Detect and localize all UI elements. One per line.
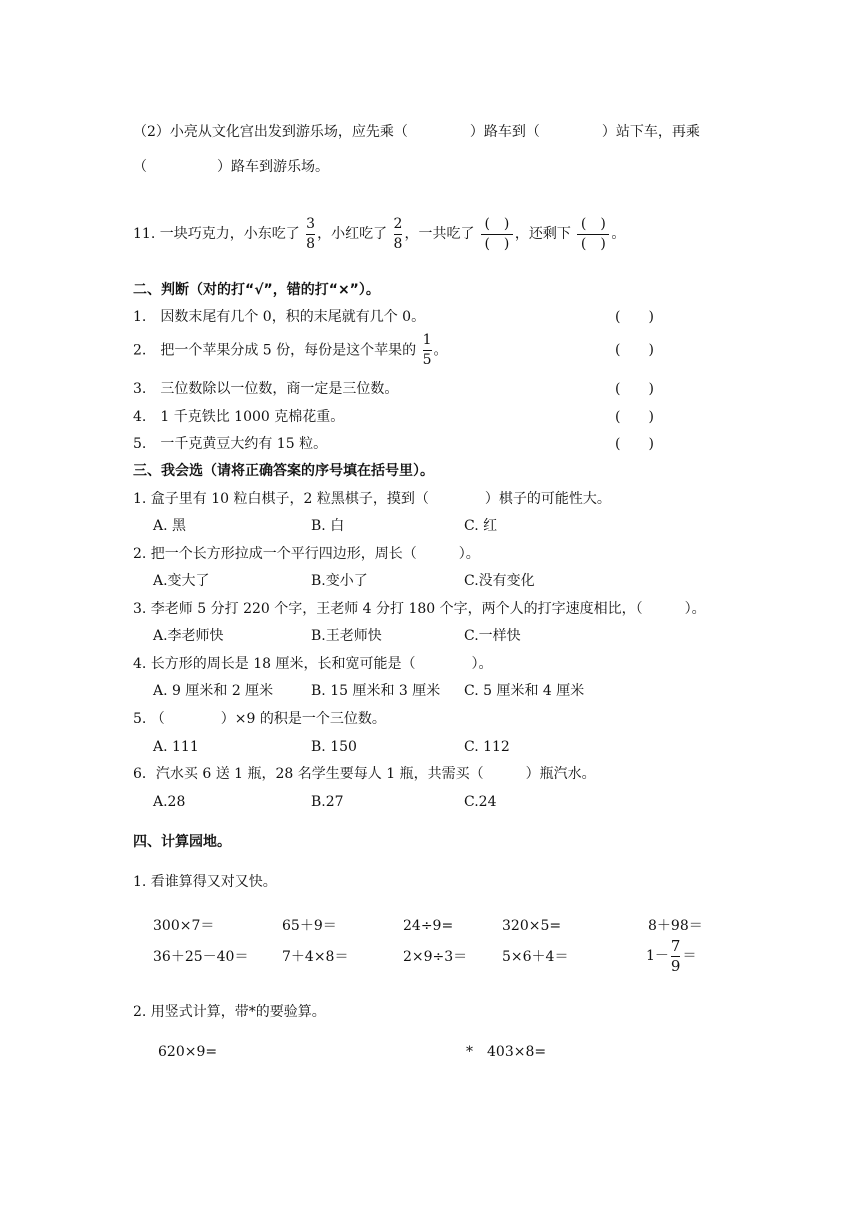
q10-text-a: （2）小亮从文化宫出发到游乐场，应先乘（ xyxy=(133,124,408,140)
numerator: 1 xyxy=(422,332,432,348)
choice-q5-opt-b: B. 150 xyxy=(311,739,357,755)
judge-item-4: 4. 1 千克铁比 1000 克棉花重。 xyxy=(133,409,345,425)
numerator: 2 xyxy=(393,215,403,232)
fraction-bar xyxy=(306,234,315,235)
calc-r2-c1: 36＋25－40＝ xyxy=(153,949,249,965)
judge-bracket-1: ( ) xyxy=(615,309,654,325)
choice-q5-opt-c: C. 112 xyxy=(464,739,510,755)
q11-prefix: 11. 一块巧克力，小东吃了 xyxy=(133,226,300,242)
q10-part2-line1 xyxy=(133,123,700,141)
q11-end: 。 xyxy=(611,226,626,242)
choice-q1: 1. 盒子里有 10 粒白棋子，2 粒黑棋子，摸到（ ）棋子的可能性大。 xyxy=(133,491,611,507)
choice-q2: 2. 把一个长方形拉成一个平行四边形，周长（ ）。 xyxy=(133,546,480,562)
denominator-blank: ( ) xyxy=(484,235,510,252)
judge-item-1: 1. 因数末尾有几个 0，积的末尾就有几个 0。 xyxy=(133,309,426,325)
calc-r1-c4: 320×5= xyxy=(502,918,562,934)
equals-sign: ＝ xyxy=(682,948,697,964)
numerator-blank: ( ) xyxy=(580,215,606,232)
choice-q1-opt-a: A. 黑 xyxy=(153,518,187,534)
choice-q4-opt-c: C. 5 厘米和 4 厘米 xyxy=(464,683,585,699)
judge-item-5: 5. 一千克黄豆大约有 15 粒。 xyxy=(133,436,328,452)
denominator: 8 xyxy=(306,235,316,252)
calc-r1-c5: 8＋98＝ xyxy=(648,918,703,934)
calc-r2-c3: 2×9÷3＝ xyxy=(403,949,468,965)
section-2-title: 二、判断（对的打“√”，错的打“×”）。 xyxy=(133,282,380,298)
choice-q2-opt-b: B.变小了 xyxy=(311,573,368,589)
fraction-1-5 xyxy=(423,332,432,369)
denominator: 9 xyxy=(670,956,681,975)
q10-part2-line2 xyxy=(133,158,329,176)
choice-q3-opt-a: A.李老师快 xyxy=(153,628,224,644)
denominator: 8 xyxy=(393,235,403,252)
calc-r2-c4: 5×6＋4＝ xyxy=(502,949,569,965)
q11-mid3: ，还剩下 xyxy=(514,226,571,242)
fraction-2-8 xyxy=(394,216,403,253)
judge-item-2-end: 。 xyxy=(433,342,448,359)
denominator-blank: ( ) xyxy=(580,235,606,252)
fraction-bar xyxy=(423,350,432,351)
fraction-bar xyxy=(577,234,609,235)
judge-bracket-5: ( ) xyxy=(615,436,654,452)
numerator: 7 xyxy=(670,936,681,955)
fraction-3-8 xyxy=(306,216,315,253)
question-11 xyxy=(133,214,625,254)
judge-item-2-text: 2. 把一个苹果分成 5 份，每份是这个苹果的 xyxy=(133,342,417,359)
calc-r2-c5 xyxy=(646,936,696,976)
q11-mid2: ，一共吃了 xyxy=(404,226,475,242)
choice-q6-opt-a: A.28 xyxy=(153,794,186,810)
calc-subtitle-2: 2. 用竖式计算，带*的要验算。 xyxy=(133,1004,326,1020)
judge-bracket-3: ( ) xyxy=(615,381,654,397)
calc-r1-c1: 300×7＝ xyxy=(153,918,215,934)
choice-q6-opt-b: B.27 xyxy=(311,794,344,810)
choice-q4-opt-a: A. 9 厘米和 2 厘米 xyxy=(153,683,274,699)
calc-subtitle-1: 1. 看谁算得又对又快。 xyxy=(133,874,277,890)
choice-q3-opt-b: B.王老师快 xyxy=(311,628,382,644)
choice-q3: 3. 李老师 5 分打 220 个字，王老师 4 分打 180 个字，两个人的打字速度相比，（ ）。 xyxy=(133,601,706,617)
choice-q3-opt-c: C.一样快 xyxy=(464,628,521,644)
calc-r2-c2: 7＋4×8＝ xyxy=(282,949,349,965)
vertical-calc-1: 620×9= xyxy=(158,1044,218,1060)
calc-r1-c3: 24÷9= xyxy=(403,918,454,934)
judge-item-3: 3. 三位数除以一位数，商一定是三位数。 xyxy=(133,381,399,397)
q10-text-d: （ xyxy=(133,159,147,175)
q10-text-b: ）路车到（ xyxy=(469,124,540,140)
numerator: 3 xyxy=(306,215,316,232)
choice-q2-opt-a: A.变大了 xyxy=(153,573,210,589)
q10-text-c: ）站下车，再乘 xyxy=(601,124,700,140)
fraction-bar xyxy=(394,234,403,235)
choice-q4-opt-b: B. 15 厘米和 3 厘米 xyxy=(311,683,441,699)
minus-expr: 1－ xyxy=(646,948,669,964)
q10-text-e: ）路车到游乐场。 xyxy=(217,159,329,175)
choice-q4: 4. 长方形的周长是 18 厘米，长和宽可能是（ ）。 xyxy=(133,656,493,672)
section-4-title: 四、计算园地。 xyxy=(133,834,231,850)
choice-q5: 5. （ ）×9 的积是一个三位数。 xyxy=(133,711,386,727)
vertical-calc-2: * 403×8= xyxy=(466,1044,547,1060)
choice-q1-opt-b: B. 白 xyxy=(311,518,345,534)
denominator: 5 xyxy=(422,352,432,368)
numerator-blank: ( ) xyxy=(484,215,510,232)
q11-mid1: ，小红吃了 xyxy=(317,226,388,242)
choice-q5-opt-a: A. 111 xyxy=(153,739,199,755)
calc-r1-c2: 65＋9＝ xyxy=(282,918,337,934)
judge-bracket-4: ( ) xyxy=(615,409,654,425)
fraction-bar xyxy=(481,234,513,235)
fraction-7-9 xyxy=(671,938,681,975)
judge-bracket-2: ( ) xyxy=(615,342,654,358)
choice-q2-opt-c: C.没有变化 xyxy=(464,573,535,589)
section-3-title: 三、我会选（请将正确答案的序号填在括号里）。 xyxy=(133,463,434,479)
judge-item-2 xyxy=(133,332,448,369)
answer-fraction-left xyxy=(577,216,609,253)
choice-q6-opt-c: C.24 xyxy=(464,794,497,810)
answer-fraction-eaten xyxy=(481,216,513,253)
choice-q1-opt-c: C. 红 xyxy=(464,518,498,534)
choice-q6: 6．汽水买 6 送 1 瓶，28 名学生要每人 1 瓶，共需买（ ）瓶汽水。 xyxy=(133,766,596,782)
